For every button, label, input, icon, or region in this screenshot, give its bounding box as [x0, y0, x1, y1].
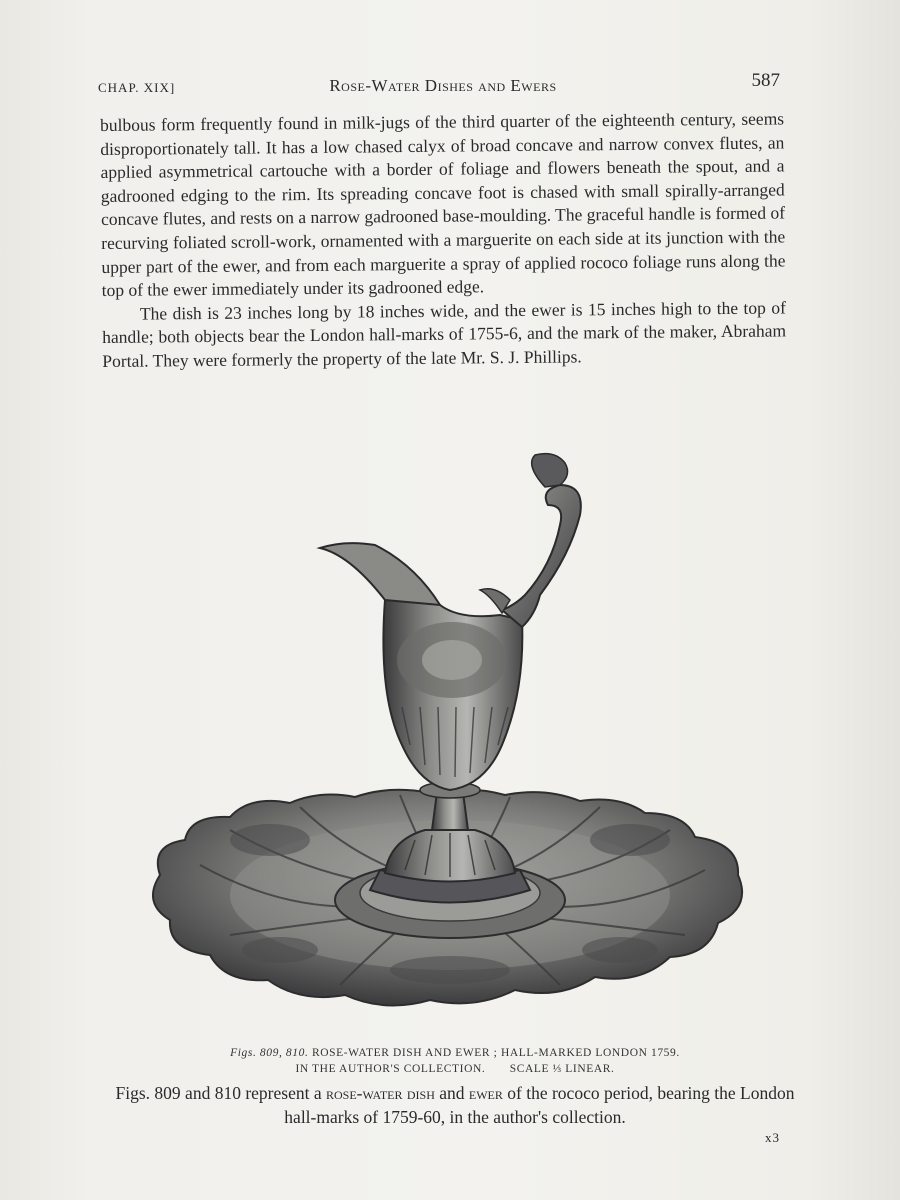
paragraph-1: bulbous form frequently found in milk-jugs of the third quarter of the eighteenth century, seems disproportionately tall. It has a low chased calyx of broad concave and narrow convex flutes, an applied asymmetrical cartouche with a border of foliage and flowers beneath the spout, and a gadrooned edging to the rim. Its spreading concave foot is chased with small spirally-arranged concave flutes, and rests on a narrow gadrooned base-moulding. The graceful handle is formed of recurving foliated scroll-work, ornamented with a marguerite on each side at its junction with the upper part of the ewer, and from each marguerite a spray of applied rococo foliage runs along the top of the ewer immediately under its gadrooned edge.: [100, 108, 786, 301]
trailing-start: Figs. 809 and 810 represent a: [115, 1083, 326, 1103]
figure-label: Figs. 809, 810.: [230, 1047, 309, 1059]
body-text: [100, 107, 786, 373]
rose-water-dish-term: rose-water dish: [325, 1083, 435, 1103]
caption-line-2: [150, 1061, 760, 1077]
ewer-and-dish-photograph: [140, 445, 760, 1045]
paragraph-2: The dish is 23 inches long by 18 inches wide, and the ewer is 15 inches high to the top of handle; both objects bear the London hall-marks of 1755-6, and the mark of the maker, Abraham Portal. They were formerly the property of the late Mr. S. J. Phillips.: [102, 297, 787, 371]
caption-collection: IN THE AUTHOR'S COLLECTION.: [295, 1063, 486, 1075]
ewer-and-dish-illustration: [140, 445, 760, 1045]
ewer-term: ewer: [468, 1083, 503, 1103]
caption-line-1: [150, 1045, 760, 1061]
trailing-paragraph: [110, 1082, 800, 1129]
trailing-middle: and: [434, 1083, 469, 1103]
chapter-label: CHAP. XIX]: [98, 80, 176, 95]
signature-mark: x3: [765, 1130, 780, 1145]
figure-caption: [150, 1045, 760, 1077]
running-head: [98, 70, 788, 100]
caption-title: ROSE-WATER DISH AND EWER ; HALL-MARKED LONDON 1759.: [311, 1047, 680, 1059]
trailing-end: of the rococo period, bearing the London hall-marks of 1759-60, in the author's collection.: [284, 1083, 795, 1127]
caption-scale: SCALE ⅓ LINEAR.: [509, 1063, 615, 1075]
page-number: 587: [751, 70, 780, 91]
running-title: Rose-Water Dishes and Ewers: [329, 76, 557, 95]
